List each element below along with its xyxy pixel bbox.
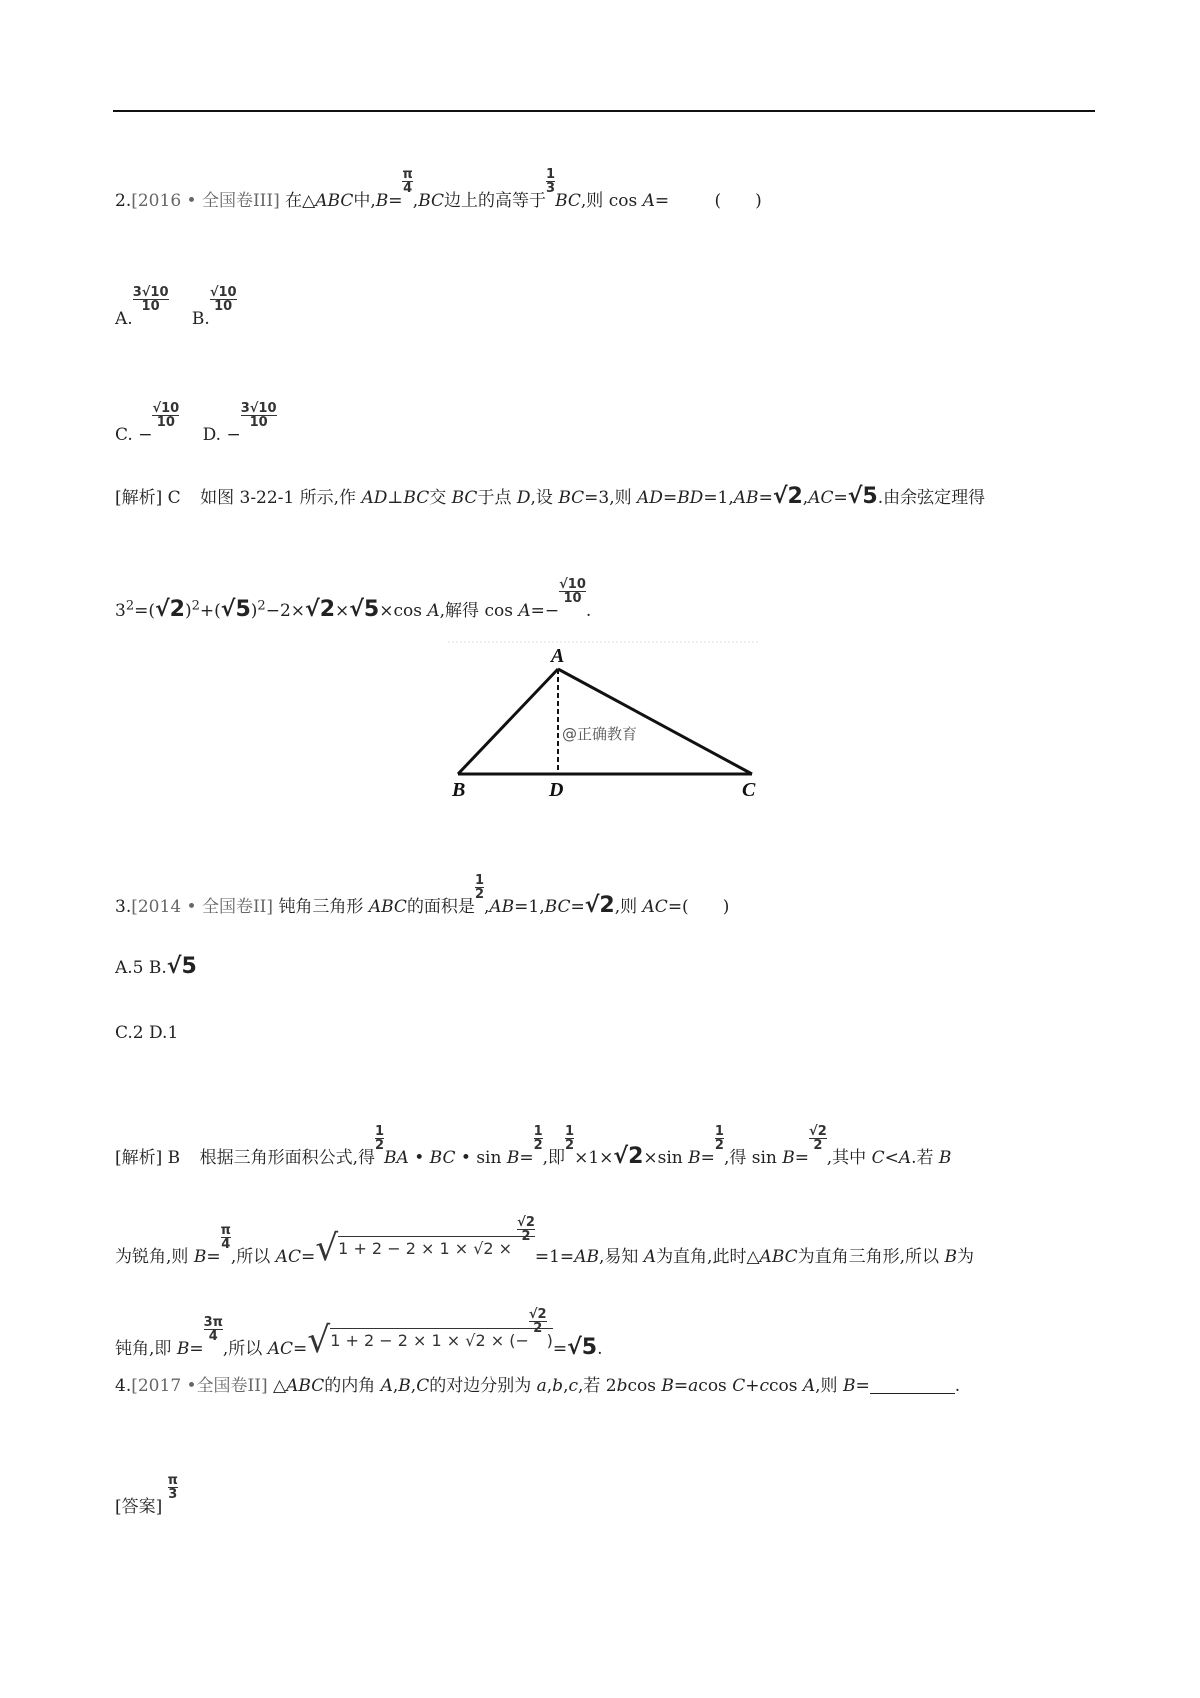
text: 1 + 2 − 2 × 1 × √2 × (338, 1239, 518, 1258)
denominator: 10 (133, 299, 169, 313)
text: 如图 3-22-1 所示,作 (200, 488, 362, 508)
fraction (375, 1125, 384, 1152)
analysis-tag: [解析] (115, 1148, 163, 1168)
fraction (565, 1125, 574, 1152)
text: BD (677, 488, 704, 508)
fraction (546, 168, 555, 195)
radical-sign: √ (315, 1228, 339, 1269)
text: ×1× (574, 1148, 614, 1168)
denominator: 2 (529, 1321, 547, 1335)
text: =− (530, 601, 560, 621)
numerator: √2 (528, 1307, 547, 1322)
text: B (193, 1247, 207, 1267)
text: . (954, 1376, 961, 1396)
exponent: 2 (191, 598, 200, 614)
denominator: 10 (559, 591, 586, 605)
foot-d-label: D (549, 779, 564, 800)
text: =( (134, 601, 155, 621)
text: ,即 (542, 1148, 566, 1168)
text: 交 (429, 488, 452, 508)
text: =3,则 (584, 488, 638, 508)
vertex-a-label: A (551, 645, 565, 667)
text: A (380, 1376, 393, 1396)
radicand (330, 1307, 553, 1350)
q3-options-ab (115, 956, 197, 979)
analysis-3-line-1 (115, 1125, 951, 1169)
answer-4 (115, 1474, 178, 1518)
denominator: 2 (374, 1138, 385, 1153)
question-4 (115, 1375, 960, 1397)
numerator: √10 (152, 401, 180, 416)
text: BC (555, 191, 581, 211)
text: ) (184, 601, 192, 621)
numerator: 1 (533, 1124, 543, 1139)
text: =( ) (667, 897, 730, 917)
option-d-label: D. − (202, 425, 241, 445)
sqrt: √2 (772, 484, 803, 509)
text: , (563, 1376, 569, 1396)
numerator: 3π (203, 1315, 223, 1330)
fraction (529, 1308, 547, 1335)
text: B (944, 1247, 957, 1267)
text: 中, (353, 191, 376, 211)
text: AD (637, 488, 663, 508)
text: , (392, 1376, 399, 1396)
text: , (483, 897, 490, 917)
exponent: 2 (125, 598, 135, 614)
fraction (559, 578, 586, 605)
question-number: 3. (115, 897, 132, 917)
text: ,解得 cos (439, 601, 519, 621)
text: =1= (534, 1247, 575, 1267)
numerator: 1 (714, 1124, 724, 1139)
denominator: 10 (241, 415, 277, 429)
text: AB (733, 488, 759, 508)
question-source: [2014 • 全国卷II] (131, 897, 274, 917)
text: ABC (286, 1376, 325, 1396)
text: AC (275, 1247, 301, 1267)
text: ×cos (379, 601, 428, 621)
denominator: 2 (533, 1138, 543, 1153)
text: ABC (368, 897, 407, 917)
text: C (416, 1376, 430, 1396)
radical-sign: √ (307, 1320, 331, 1361)
sqrt: √5 (349, 597, 380, 622)
text: A (518, 601, 531, 621)
text: b (552, 1376, 564, 1396)
text: = (519, 1148, 534, 1168)
numerator: √10 (209, 285, 237, 300)
text: • (408, 1148, 430, 1168)
numerator: 1 (374, 1124, 385, 1139)
question-2 (115, 168, 762, 212)
text: 钝角,即 (115, 1339, 177, 1359)
numerator: 1 (565, 1124, 575, 1139)
sqrt: √2 (584, 893, 615, 918)
side-ab (458, 669, 558, 774)
text: .若 (911, 1148, 939, 1168)
text: . (597, 1339, 603, 1359)
question-number: 4. (115, 1376, 132, 1396)
sqrt: √2 (613, 1144, 644, 1169)
option-a-fraction (133, 286, 169, 313)
text: 的面积是 (406, 897, 475, 917)
text: AC (267, 1339, 294, 1359)
option-c-label: C. − (115, 425, 153, 445)
text: ,其中 (826, 1148, 872, 1168)
text: ×sin (643, 1148, 689, 1168)
text: , (410, 1376, 417, 1396)
numerator: 3√10 (132, 285, 169, 300)
text: = (794, 1148, 810, 1168)
sqrt: √2 (155, 597, 185, 622)
text: △ (273, 1376, 287, 1396)
text: =1, (514, 897, 545, 917)
watermark: @正确教育 (562, 725, 638, 743)
question-source: [2016 • 全国卷III] (131, 191, 280, 211)
text: 的内角 (324, 1376, 381, 1396)
sqrt: √5 (220, 597, 251, 622)
answer-tag: [答案] (115, 1497, 163, 1517)
text: = (758, 488, 773, 508)
denominator: 2 (714, 1138, 724, 1153)
fraction (534, 1125, 543, 1152)
text: B (375, 191, 389, 211)
text: = (206, 1247, 221, 1267)
text: • sin (455, 1148, 507, 1168)
option-c-fraction (152, 402, 179, 429)
text: cos (627, 1376, 662, 1396)
fraction (221, 1224, 231, 1251)
numerator: π (167, 1473, 178, 1488)
analysis-tag: [解析] (115, 488, 163, 508)
question-3 (115, 874, 729, 918)
triangle-figure (448, 640, 758, 800)
numerator: 1 (546, 167, 556, 182)
numerator: π (402, 167, 413, 182)
text: ABC (315, 191, 354, 211)
text: c (759, 1376, 769, 1396)
text: ,则 (614, 897, 643, 917)
denominator: 4 (221, 1237, 231, 1252)
text: ) (250, 601, 258, 621)
text: = (654, 191, 670, 211)
q2-options-cd (115, 402, 277, 446)
text: , (412, 191, 419, 211)
text: , (802, 488, 809, 508)
fraction (715, 1125, 724, 1152)
q3-options-cd (115, 1022, 178, 1044)
sqrt: √5 (567, 1335, 598, 1360)
text: .由余弦定理得 (877, 488, 986, 508)
text: A (898, 1148, 912, 1168)
text: A (643, 1247, 657, 1267)
denominator: 10 (152, 415, 179, 429)
text: A (802, 1376, 816, 1396)
text: AD (361, 488, 388, 508)
text: A (642, 191, 655, 211)
text: + (745, 1376, 760, 1396)
text: = (673, 1376, 689, 1396)
text: BA (384, 1148, 409, 1168)
text: BC (429, 1148, 456, 1168)
text: , (546, 1376, 553, 1396)
text: . (585, 601, 592, 621)
exponent: 2 (257, 598, 266, 614)
text: 钝角三角形 (278, 897, 369, 917)
fraction (204, 1316, 223, 1343)
text: 为锐角,则 (115, 1247, 194, 1267)
denominator: 3 (168, 1487, 178, 1502)
text: =1, (703, 488, 734, 508)
text: = (570, 897, 585, 917)
vertex-b-label: B (452, 779, 466, 800)
text: AB (489, 897, 515, 917)
text: ,若 2 (578, 1376, 617, 1396)
text: B (688, 1148, 701, 1168)
text: cos (768, 1376, 803, 1396)
text: ⊥ (387, 488, 404, 508)
text: BC (558, 488, 585, 508)
denominator: 2 (517, 1229, 535, 1243)
text: ,易知 (598, 1247, 644, 1267)
text: BC (544, 897, 571, 917)
analysis-3-line-2 (115, 1216, 974, 1268)
text: +( (199, 601, 221, 621)
text: = (189, 1339, 204, 1359)
denominator: 4 (403, 181, 413, 196)
options-ab: A.5 B. (115, 958, 167, 978)
text: BC (451, 488, 478, 508)
fraction (517, 1216, 535, 1243)
vertex-c-label: C (742, 779, 756, 800)
side-ac (558, 669, 752, 774)
text: ,设 (530, 488, 559, 508)
numerator: √2 (809, 1124, 827, 1139)
denominator: 4 (204, 1329, 223, 1343)
option-b-label: B. (191, 309, 210, 329)
text: ) (546, 1331, 553, 1350)
text: < (884, 1148, 899, 1168)
denominator: 10 (210, 299, 237, 313)
fraction (402, 168, 412, 195)
text: 的对边分别为 (429, 1376, 537, 1396)
question-source: [2017 •全国卷II] (131, 1376, 268, 1396)
text: ,所以 (230, 1247, 276, 1267)
text: AC (642, 897, 668, 917)
text: = (300, 1247, 316, 1267)
text: cos (698, 1376, 733, 1396)
radical-expression (307, 1307, 553, 1361)
answer-blank[interactable] (870, 1375, 955, 1394)
text: b (616, 1376, 628, 1396)
analysis-2-line-2 (115, 578, 591, 622)
text: 在△ (285, 191, 316, 211)
text: B (506, 1148, 520, 1168)
numerator: π (220, 1223, 231, 1238)
numerator: 3√10 (240, 401, 277, 416)
text: ,则 cos (580, 191, 643, 211)
text: AB (574, 1247, 599, 1267)
text: AC (808, 488, 834, 508)
text: ABC (759, 1247, 798, 1267)
denominator: 2 (474, 887, 484, 902)
analysis-3-line-3 (115, 1308, 602, 1360)
sqrt: √5 (847, 484, 878, 509)
option-a-label: A. (115, 309, 133, 329)
text: = (662, 488, 678, 508)
text: = (388, 191, 403, 211)
text: ,则 (815, 1376, 843, 1396)
text: a (536, 1376, 547, 1396)
sqrt: √2 (305, 597, 335, 622)
text: × (335, 601, 350, 621)
denominator: 2 (809, 1138, 827, 1152)
text: = (293, 1339, 308, 1359)
question-number: 2. (115, 191, 132, 211)
text: 边上的高等于 (444, 191, 547, 211)
options-cd: C.2 D.1 (115, 1023, 179, 1043)
text: BC (403, 488, 430, 508)
answer-letter: B (167, 1148, 181, 1168)
text: 为 (956, 1247, 974, 1267)
text: = (700, 1148, 715, 1168)
text: D (516, 488, 531, 508)
fraction (168, 1474, 178, 1501)
text: B (842, 1376, 856, 1396)
text: 为直角,此时△ (656, 1247, 760, 1267)
header-rule (113, 110, 1095, 112)
denominator: 3 (546, 181, 556, 196)
text: C (732, 1376, 746, 1396)
answer-letter: C (167, 488, 181, 508)
text: B (176, 1339, 190, 1359)
option-d-fraction (241, 402, 277, 429)
text: B (661, 1376, 674, 1396)
text: A (427, 601, 440, 621)
text: c (568, 1376, 578, 1396)
text: B (782, 1148, 795, 1168)
numerator: √10 (559, 577, 586, 592)
text: a (688, 1376, 699, 1396)
answer-paren: ( ) (714, 191, 762, 211)
numerator: 1 (474, 873, 484, 888)
text: 于点 (477, 488, 517, 508)
text: −2× (265, 601, 306, 621)
text: B (398, 1376, 411, 1396)
text: BC (418, 191, 445, 211)
denominator: 2 (565, 1138, 575, 1153)
text: 3 (115, 601, 126, 621)
text: ,所以 (222, 1339, 268, 1359)
analysis-2-line-1 (115, 486, 985, 509)
q2-options-ab (115, 286, 237, 330)
text: 1 + 2 − 2 × 1 × √2 × (− (330, 1331, 529, 1350)
numerator: √2 (517, 1215, 535, 1230)
fraction (809, 1125, 827, 1152)
text: = (855, 1376, 870, 1396)
option-b-fraction (210, 286, 237, 313)
text: = (552, 1339, 568, 1359)
radicand (338, 1215, 535, 1258)
sqrt: √5 (166, 954, 197, 979)
text: B (938, 1148, 952, 1168)
text: ,得 sin (723, 1148, 783, 1168)
text: 根据三角形面积公式,得 (199, 1148, 375, 1168)
text: = (833, 488, 848, 508)
text: 为直角三角形,所以 (797, 1247, 945, 1267)
fraction (475, 874, 484, 901)
radical-expression (315, 1215, 535, 1269)
text: C (871, 1148, 885, 1168)
